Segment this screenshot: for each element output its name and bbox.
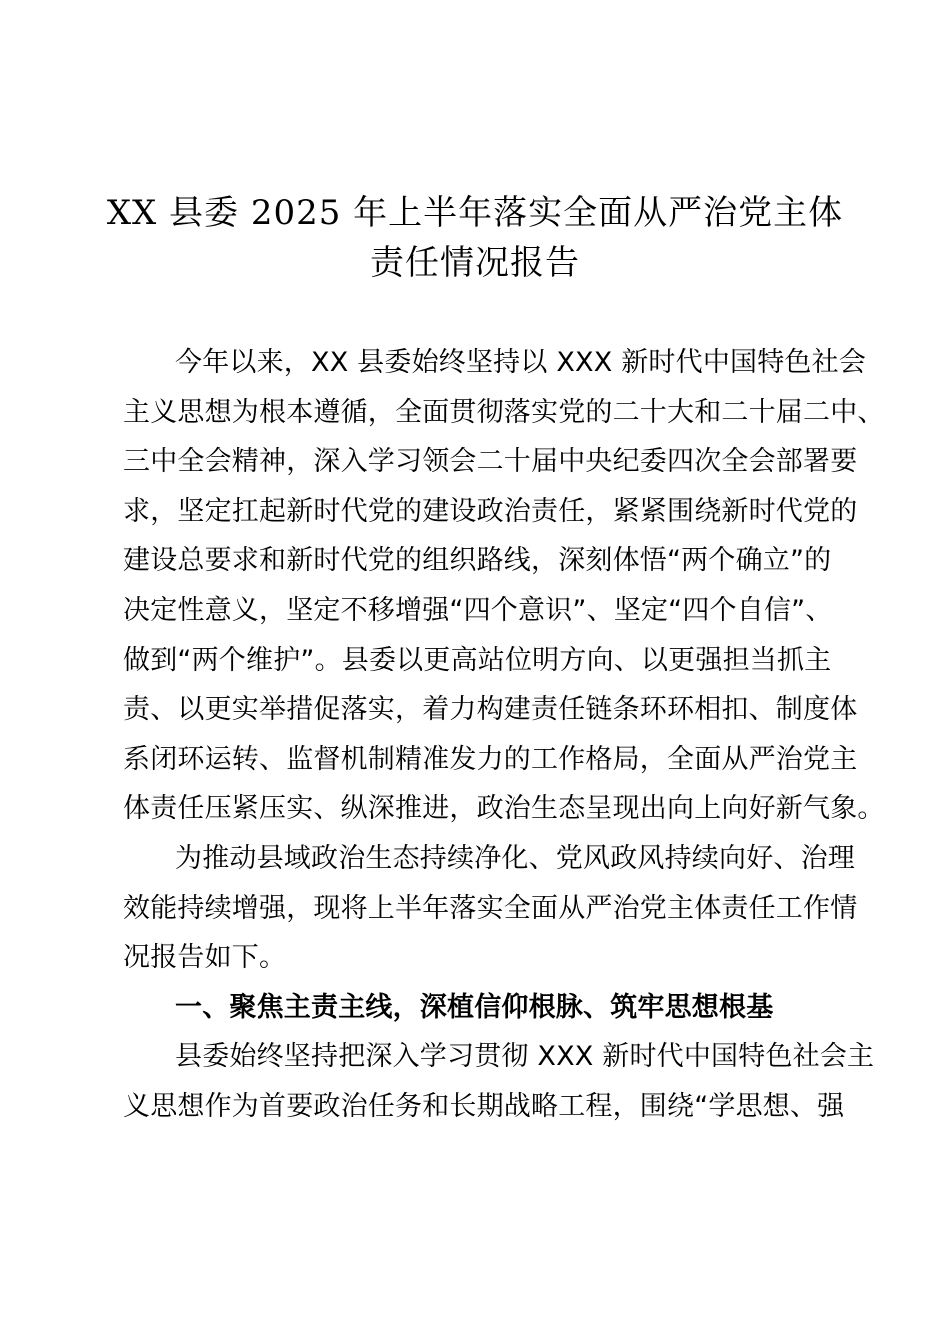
paragraph-line: 义思想作为首要政治任务和长期战略工程，围绕“学思想、强 [123, 1090, 845, 1122]
section-heading: 一、聚焦主责主线，深植信仰根脉、筑牢思想根基 [175, 991, 774, 1023]
paragraph-line: 况报告如下。 [123, 942, 287, 974]
title-line: XX 县委 2025 年上半年落实全面从严治党主体 [106, 193, 844, 233]
paragraph-line: 做到“两个维护”。县委以更高站位明方向、以更强担当抓主 [123, 644, 832, 676]
paragraph-line: 建设总要求和新时代党的组织路线，深刻体悟“两个确立”的 [123, 545, 832, 577]
paragraph-line: 效能持续增强，现将上半年落实全面从严治党主体责任工作情 [123, 892, 858, 924]
document-title [100, 188, 850, 288]
paragraph-line: 决定性意义，坚定不移增强“四个意识”、坚定“四个自信”、 [123, 594, 833, 626]
title-line: 责任情况报告 [370, 243, 580, 283]
paragraph-line: 责、以更实举措促落实，着力构建责任链条环环相扣、制度体 [123, 694, 858, 726]
paragraph-line: 三中全会精神，深入学习领会二十届中央纪委四次全会部署要 [123, 446, 858, 478]
paragraph-line: 体责任压紧压实、纵深推进，政治生态呈现出向上向好新气象。 [123, 793, 885, 825]
paragraph-line: 县委始终坚持把深入学习贯彻 XXX 新时代中国特色社会主 [175, 1041, 875, 1073]
paragraph-line: 求，坚定扛起新时代党的建设政治责任，紧紧围绕新时代党的 [123, 495, 858, 527]
paragraph-line: 为推动县域政治生态持续净化、党风政风持续向好、治理 [175, 842, 855, 874]
paragraph-line: 系闭环运转、监督机制精准发力的工作格局，全面从严治党主 [123, 743, 858, 775]
paragraph-line: 今年以来，XX 县委始终坚持以 XXX 新时代中国特色社会 [175, 347, 867, 378]
document-body [123, 338, 885, 1132]
paragraph-line: 主义思想为根本遵循，全面贯彻落实党的二十大和二十届二中、 [123, 396, 885, 428]
